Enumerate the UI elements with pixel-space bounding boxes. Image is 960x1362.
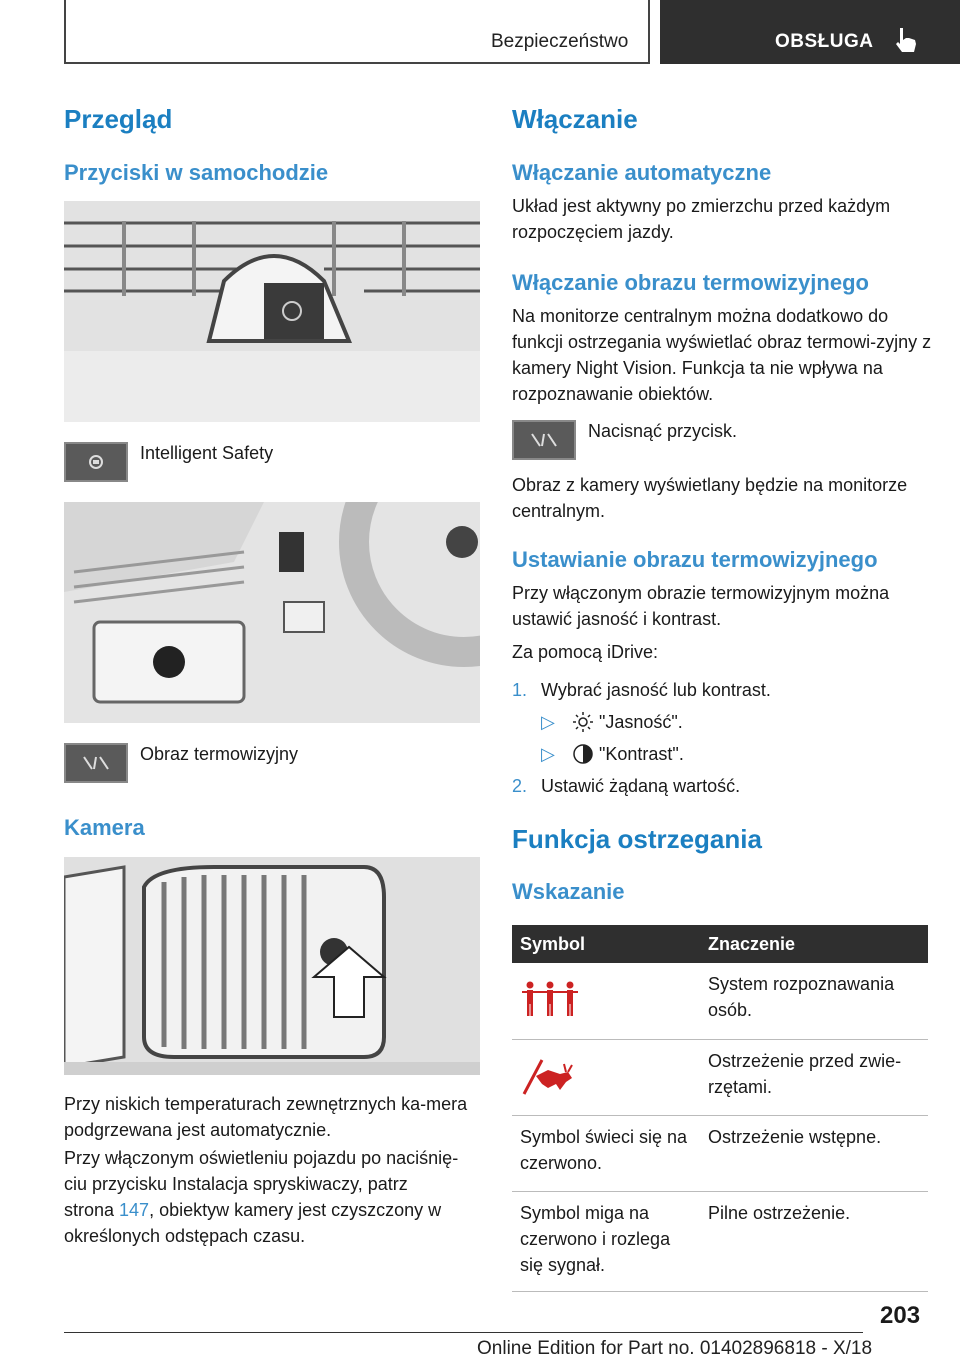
brightness-label: "Jasność". bbox=[599, 712, 683, 732]
header-section: Bezpieczeństwo bbox=[491, 31, 629, 52]
section-title-warning: Funkcja ostrzegania bbox=[512, 824, 762, 854]
symbol-steady-red: Symbol świeci się na czerwono. bbox=[512, 1115, 700, 1191]
pedestrians-icon bbox=[520, 977, 580, 1021]
contrast-icon bbox=[572, 743, 594, 765]
contrast-label: "Kontrast". bbox=[599, 744, 684, 764]
camera-cleaning-text: Przy włączonym oświetleniu pojazdu po naciśnię- ciu przycisku Instalacja spryskiwaczy, patrz strona 147, obiektyw kamery jest czyszczony w określonych odstępach czasu. bbox=[64, 1148, 459, 1246]
settings-text: Przy włączonym obrazie termowizyjnym można ustawić jasność i kontrast. bbox=[512, 583, 890, 629]
caption-intelligent-safety: Intelligent Safety bbox=[140, 443, 274, 463]
grille-camera-photo bbox=[64, 857, 480, 1075]
header-chapter: OBSŁUGA bbox=[775, 31, 874, 52]
brightness-icon bbox=[572, 711, 594, 733]
step-2-text: Ustawić żądaną wartość. bbox=[541, 776, 741, 796]
animal-warning-icon bbox=[520, 1054, 580, 1098]
subsection-settings: Ustawianie obrazu termowizyjnego bbox=[512, 547, 878, 572]
subsection-thermal-on: Włączanie obrazu termowizyjnego bbox=[512, 270, 869, 295]
step-1-text: Wybrać jasność lub kontrast. bbox=[541, 680, 771, 700]
hand-pointer-icon bbox=[892, 24, 922, 56]
step-2-number: 2. bbox=[512, 776, 528, 796]
section-title-buttons: Przyciski w samochodzie bbox=[64, 160, 329, 185]
symbol-table bbox=[512, 925, 928, 1292]
page-title: Przegląd bbox=[64, 104, 173, 134]
subsection-indicator: Wskazanie bbox=[512, 879, 625, 904]
thermal-image-button-icon bbox=[64, 743, 128, 783]
step-1-number: 1. bbox=[512, 680, 528, 700]
meaning-urgent: Pilne ostrzeżenie. bbox=[700, 1191, 928, 1291]
table-row bbox=[512, 1191, 928, 1291]
page-number: 203 bbox=[880, 1302, 921, 1329]
table-header bbox=[512, 925, 928, 963]
table-row bbox=[512, 1039, 928, 1115]
footer-divider bbox=[64, 1332, 863, 1333]
meaning-pedestrians: System rozpoznawania osób. bbox=[700, 963, 928, 1039]
footer-edition: Online Edition for Part no. 01402896818 - X/18 bbox=[477, 1338, 873, 1359]
table-row bbox=[512, 1115, 928, 1191]
meaning-prewarning: Ostrzeżenie wstępne. bbox=[700, 1115, 928, 1191]
section-title-switching-on: Włączanie bbox=[512, 104, 638, 134]
bullet-1: ▷ bbox=[541, 712, 555, 732]
vent-buttons-photo bbox=[64, 201, 480, 422]
auto-text: Układ jest aktywny po zmierzchu przed każdym rozpoczęciem jazdy. bbox=[512, 196, 891, 242]
subsection-auto: Włączanie automatyczne bbox=[512, 160, 772, 185]
col-meaning: Znaczenie bbox=[700, 925, 928, 963]
thermal-button-icon bbox=[512, 420, 576, 460]
caption-thermal-image: Obraz termowizyjny bbox=[140, 744, 299, 764]
page-link-147[interactable]: 147 bbox=[119, 1200, 150, 1220]
section-title-camera: Kamera bbox=[64, 815, 145, 840]
bullet-2: ▷ bbox=[541, 744, 555, 764]
idrive-text: Za pomocą iDrive: bbox=[512, 642, 659, 662]
dashboard-photo bbox=[64, 502, 480, 723]
meaning-animals: Ostrzeżenie przed zwie-rzętami. bbox=[700, 1039, 928, 1115]
table-row bbox=[512, 963, 928, 1039]
intelligent-safety-button-icon bbox=[64, 442, 128, 482]
symbol-flashing-red: Symbol miga na czerwono i rozlega się sygnał. bbox=[512, 1191, 700, 1291]
camera-heating-text: Przy niskich temperaturach zewnętrznych ka-mera podgrzewana jest automatycznie. bbox=[64, 1094, 468, 1140]
press-button-text: Nacisnąć przycisk. bbox=[588, 421, 738, 441]
thermal-on-text: Na monitorze centralnym można dodatkowo do funkcji ostrzegania wyświetlać obraz termowi-zyjny z kamery Night Vision. Funkcja ta nie wpływa na rozpoznawanie obiektów. bbox=[512, 306, 932, 404]
col-symbol: Symbol bbox=[512, 925, 700, 963]
image-shown-text: Obraz z kamery wyświetlany będzie na monitorze centralnym. bbox=[512, 475, 908, 521]
